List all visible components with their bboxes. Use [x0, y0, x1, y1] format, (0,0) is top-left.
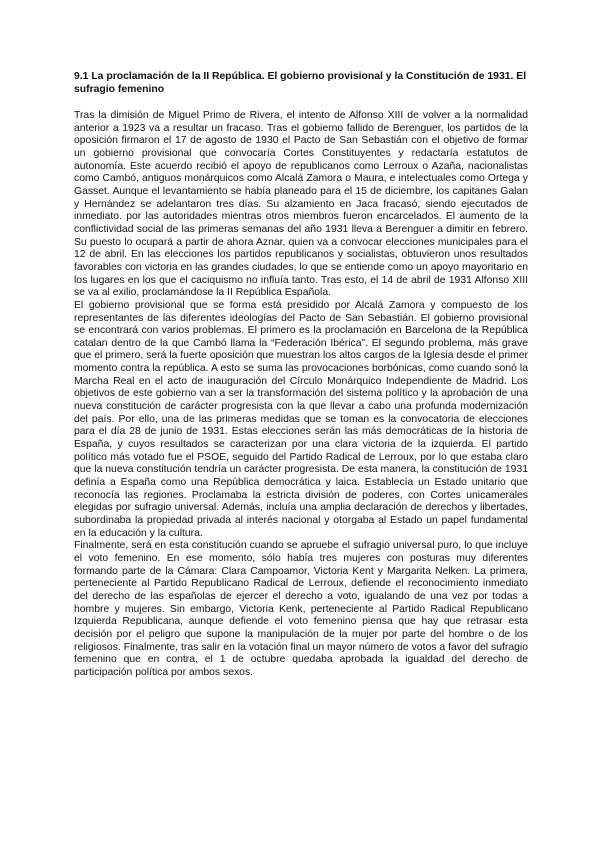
document-page — [74, 70, 528, 680]
document-title: 9.1 La proclamación de la II República. El gobierno provisional y la Constitución de 1931. El sufragio femenino — [74, 71, 527, 95]
paragraph-female-suffrage: Finalmente, será en esta constitución cuando se apruebe el sufragio universal puro, lo que incluye el voto femenino. En ese momento, sólo había tres mujeres con posturas muy diferentes formando parte de la Cámara: Clara Campoamor, Victoria Kent y Margarita Nelken. La primera, perteneciente al Partido Republicano Radical de Lerroux, defiende el reconocimiento inmediato del derecho de las españolas de ejercer el derecho a voto, igualando de una vez por todas a hombre y mujeres. Sin embargo, Victoria Kenk, perteneciente al Partido Radical Republicano Izquierda Republicana, aunque defiende el voto femenino piensa que hay que retrasar esta decisión por el peligro que supone la manipulación de la mujer por parte del hombre o de los religiosos. Finalmente, tras salir en la votación final un mayor número de votos a favor del sufragio femenino que en contra, el 1 de octubre quedaba aprobada la igualdad del derecho de participación política por ambos sexos. — [74, 540, 528, 678]
paragraph-provisional-government: El gobierno provisional que se forma está presidido por Alcalá Zamora y compuesto de los representantes de las diferentes ideologías del Pacto de San Sebastián. El gobierno provisional se encontrará con varios problemas. El primero es la proclamación en Barcelona de la República catalan dentro de la que Cambó llama la “Federación Ibérica”. El segundo problema, más grave que el primero, será la fuerte oposición que muestran los altos cargos de la Iglesia desde el primer momento contra la república. A esto se suma las provocaciones borbónicas, como cuando sonó la Marcha Real en el acto de inauguración del Círculo Monárquico Independiente de Madrid. Los objetivos de este gobierno van a ser la transformación del sistema político y la aprobación de una nueva constitución de carácter progresista con la que llevar a cabo una profunda modernización del país. Por ello, una de las primeras medidas que se toman es la convocatoria de elecciones para el día 28 de junio de 1931. Estas elecciones serán las más democráticas de la historia de España, y cuyos resultados se caracterizan por una clara victoria de la izquierda. El partido político más votado fue el PSOE, seguido del Partido Radical de Lerroux, por lo que estaba claro que la nueva constitución tendría un carácter progresista. De esta manera, la constitución de 1931 definía a España como una República democrática y laica. Establecía un Estado unitario que reconocía las regiones. Proclamaba la estricta división de poderes, con Cortes unicamerales elegidas por sufragio universal. Además, incluía una amplia declaración de derechos y libertades, subordinaba la propiedad privada al interés nacional y otorgaba al Estado un papel fundamental en la educación y la cultura. — [74, 299, 528, 539]
paragraph-background: Tras la dimisión de Miguel Primo de Rivera, el intento de Alfonso XIII de volver a la normalidad anterior a 1923 va a resultar un fracaso. Tras el gobierno fallido de Berenguer, los partidos de la oposición firmaron el 17 de agosto de 1930 el Pacto de San Sebastián con el objetivo de formar un gobierno provisional que convocaría Cortes Constituyentes y redactaría estatutos de autonomía. Este acuerdo recibió el apoyo de republicanos como Lerroux o Azaña, nacionalistas como Cambó, antiguos monárquicos como Alcalá Zamora o Maura, e intelectuales como Ortega y Gasset. Aunque el levantamiento se había planeado para el 15 de diciembre, los capitanes Galan y Hernández se adelantaron tres días. Su alzamiento en Jaca fracasó, siendo ejecutados de inmediato. por las autoridades mientras otros miembros fueron encarcelados. El aumento de la conflictividad social de las primeras semanas del año 1931 lleva a Berenguer a dimitir en febrero. Su puesto lo ocupará a partir de ahora Aznar, quien va a convocar elecciones municipales para el 12 de abril. En las elecciones los partidos republicanos y socialistas, obtuvieron unos resultados favorables con victoria en las grandes ciudades, lo que se entiende como un apoyo mayoritario en los lugares en los que el caciquismo no influía tanto. Tras esto, el 14 de abril de 1931 Alfonso XIII se va al exilio, proclamándose la II República Española. — [74, 110, 528, 299]
